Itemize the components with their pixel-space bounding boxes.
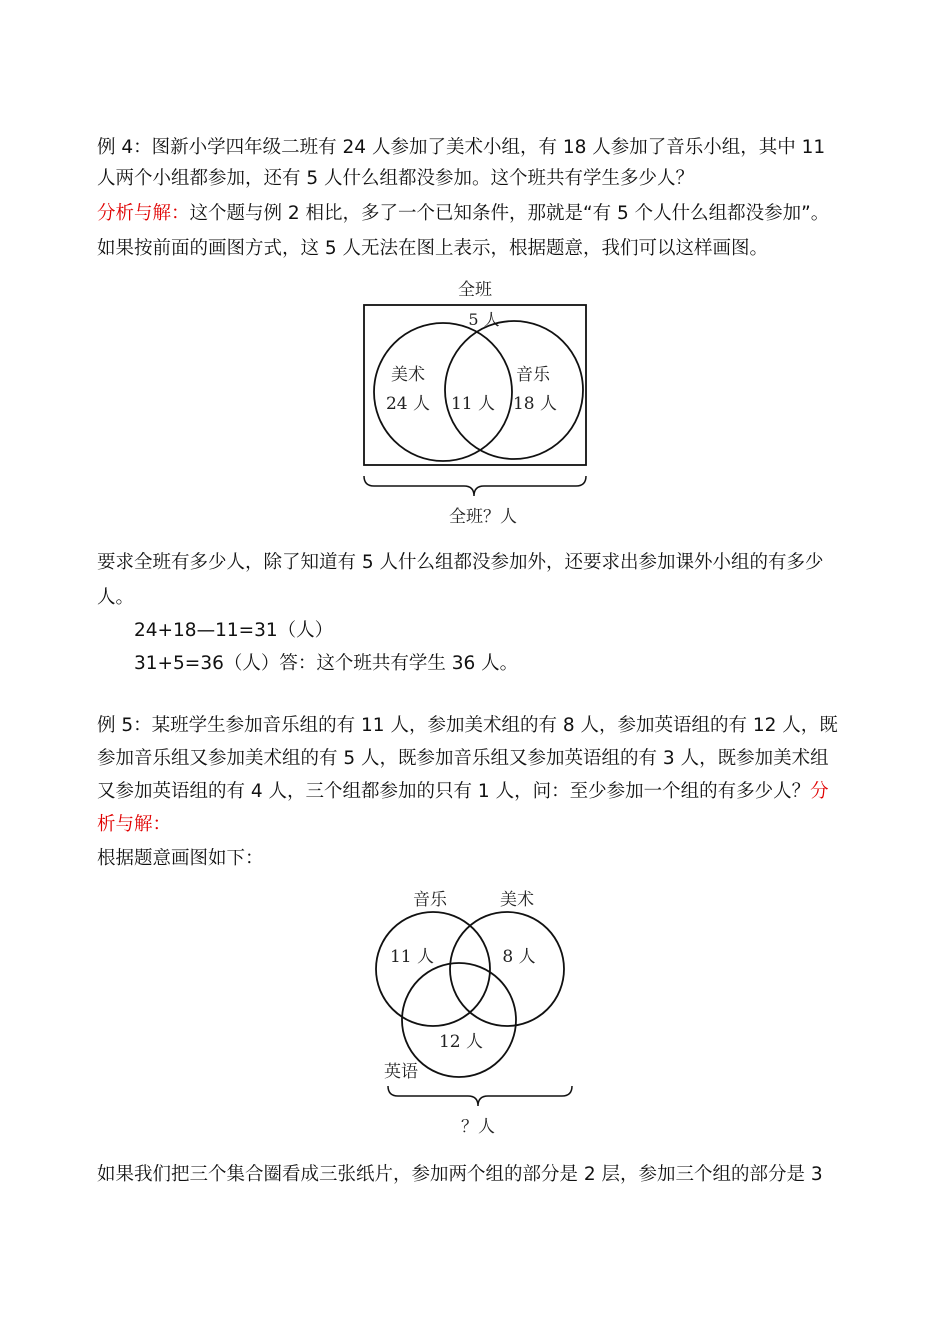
- ex5-problem-line-2: 参加音乐组又参加美术组的有 5 人，既参加音乐组又参加英语组的有 3 人，既参加美术组: [97, 748, 829, 769]
- ex4-explanation-line-1: 要求全班有多少人，除了知道有 5 人什么组都没参加外，还要求出参加课外小组的有多少: [97, 552, 824, 573]
- music-only-count: 11 人: [389, 947, 435, 967]
- english-set-label: 英语: [384, 1062, 418, 1082]
- analysis-label-start: 分: [810, 781, 829, 802]
- outside-count: 5 人: [468, 310, 500, 329]
- ex4-explanation-line-2: 人。: [97, 587, 135, 608]
- analysis-text: 这个题与例 2 相比，多了一个已知条件，那就是“有 5 个人什么组都没参加”。: [189, 203, 830, 224]
- english-only-count: 12 人: [438, 1032, 484, 1052]
- art-circle: [374, 323, 512, 461]
- art-label: 美术: [391, 365, 425, 385]
- art-set-label: 美术: [500, 890, 534, 910]
- ex5-explanation-line: 如果我们把三个集合圈看成三张纸片，参加两个组的部分是 2 层，参加三个组的部分是 3: [97, 1164, 823, 1185]
- ex5-analysis-label: 析与解：: [97, 814, 172, 835]
- music-set-label: 音乐: [413, 890, 447, 910]
- ex4-problem-line-2: 人两个小组都参加，还有 5 人什么组都没参加。这个班共有学生多少人？: [97, 168, 695, 189]
- art-circle: [450, 912, 564, 1026]
- class-rectangle: [364, 305, 586, 465]
- ex4-analysis-line-2: 如果按前面的画图方式，这 5 人无法在图上表示，根据题意，我们可以这样画图。: [97, 238, 769, 259]
- analysis-label: 分析与解：: [97, 203, 190, 224]
- ex4-calculation-1: 24+18—11=31（人）: [134, 620, 334, 641]
- total-label: 全班？人: [449, 507, 517, 527]
- two-set-venn-diagram: [340, 270, 620, 530]
- total-brace: [364, 476, 586, 496]
- ex4-calculation-2: 31+5=36（人）答：这个班共有学生 36 人。: [134, 653, 519, 674]
- art-only-count: 8 人: [502, 947, 536, 967]
- ex4-problem-line-1: 例 4：图新小学四年级二班有 24 人参加了美术小组，有 18 人参加了音乐小组，其中 11: [97, 137, 826, 158]
- ex5-diagram-intro: 根据题意画图如下：: [97, 848, 264, 869]
- total-label: ？人: [461, 1117, 495, 1137]
- music-label: 音乐: [516, 365, 550, 385]
- total-brace: [388, 1086, 572, 1106]
- music-circle: [445, 321, 583, 459]
- venn-title: 全班: [458, 280, 492, 300]
- ex5-problem-line-1: 例 5：某班学生参加音乐组的有 11 人，参加美术组的有 8 人，参加英语组的有 12 人，既: [97, 715, 838, 736]
- three-set-venn-diagram: [370, 880, 590, 1140]
- problem-text: 又参加英语组的有 4 人，三个组都参加的只有 1 人，问：至少参加一个组的有多少人？: [97, 781, 811, 802]
- both-count: 11 人: [450, 394, 496, 414]
- art-count: 24 人: [385, 394, 431, 414]
- ex5-problem-line-3: [97, 779, 829, 805]
- music-count: 18 人: [512, 394, 558, 414]
- ex4-analysis-line: [97, 201, 829, 227]
